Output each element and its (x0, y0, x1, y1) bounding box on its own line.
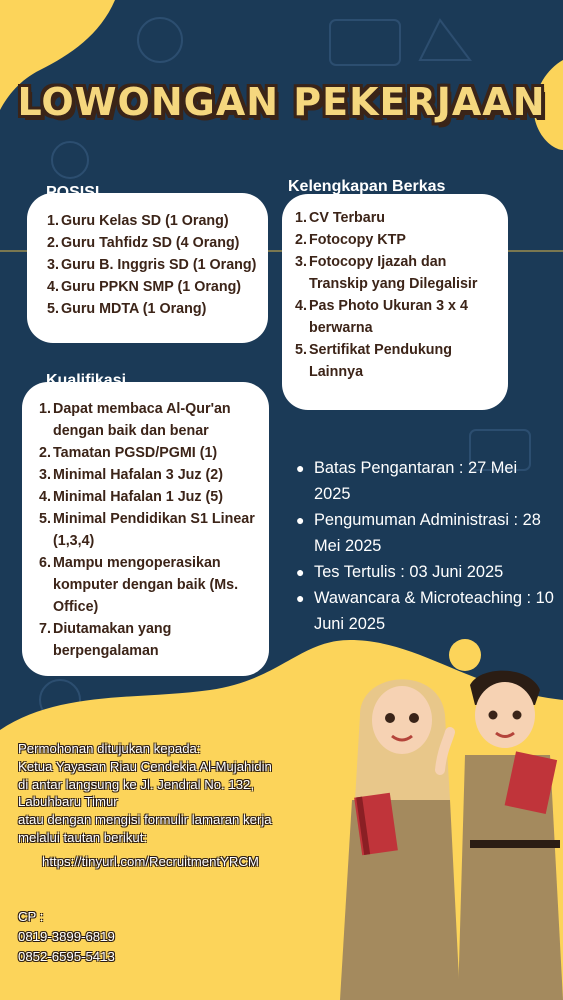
posisi-list (47, 210, 272, 320)
list-item: 2. Tamatan PGSD/PGMI (1) (39, 445, 218, 461)
timeline-item: ● Pengumuman Administrasi : 28 Mei 2025 (296, 507, 558, 559)
list-item: 5. Guru MDTA (1 Orang) (47, 301, 207, 317)
berkas-label: Kelengkapan Berkas (288, 178, 446, 195)
bullet-icon: ● (296, 460, 305, 476)
timeline-list (296, 455, 558, 637)
list-item: 1. Guru Kelas SD (1 Orang) (47, 213, 229, 229)
list-item: 3. Fotocopy Ijazah dan Transkip yang Dilegalisir (295, 254, 478, 292)
kualifikasi-list (39, 398, 269, 662)
list-item: 4. Guru PPKN SMP (1 Orang) (47, 279, 242, 295)
list-item: 4. Minimal Hafalan 1 Juz (5) (39, 489, 224, 505)
info-line: Labuhbaru Timur (18, 794, 118, 810)
info-line: melalui tautan berikut: (18, 829, 148, 845)
kualifikasi-label: Kualifikasi (46, 372, 127, 389)
bullet-icon: ● (296, 512, 305, 528)
list-item: 5. Minimal Pendidikan S1 Linear (1,3,4) (39, 511, 255, 549)
bullet-icon: ● (296, 590, 305, 606)
poster-title: LOWONGAN PEKERJAAN (17, 80, 546, 124)
list-item: 5. Sertifikat Pendukung Lainnya (295, 342, 452, 380)
posisi-label: POSISI (46, 184, 100, 201)
phone-number: 0852-6595-5413 (18, 948, 115, 964)
berkas-list (295, 207, 500, 383)
list-item: 3. Guru B. Inggris SD (1 Orang) (47, 257, 257, 273)
timeline-item: ● Batas Pengantaran : 27 Mei 2025 (296, 455, 558, 507)
timeline-item: ● Wawancara & Microteaching : 10 Juni 2025 (296, 585, 558, 637)
teachers-illustration-icon (330, 660, 563, 1000)
list-item: 1. Dapat membaca Al-Qur'an dengan baik dan benar (39, 401, 231, 439)
application-info (18, 740, 318, 871)
contact-info (18, 908, 218, 965)
bullet-icon: ● (296, 564, 305, 580)
timeline-item: ● Tes Tertulis : 03 Juni 2025 (296, 559, 558, 585)
info-line: di antar langsung ke Jl. Jendral No. 132, (18, 776, 255, 792)
cp-label: CP : (18, 909, 44, 924)
list-item: 1. CV Terbaru (295, 210, 386, 226)
info-line: Ketua Yayasan Riau Cendekia Al-Mujahidin (18, 758, 272, 774)
info-line: Permohonan ditujukan kepada: (18, 741, 201, 756)
list-item: 4. Pas Photo Ukuran 3 x 4 berwarna (295, 298, 468, 336)
phone-number: 0819-3899-6819 (18, 928, 115, 944)
recruitment-link[interactable]: https://tinyurl.com/RecruitmentYRCM (42, 853, 259, 869)
list-item: 3. Minimal Hafalan 3 Juz (2) (39, 467, 224, 483)
list-item: 2. Fotocopy KTP (295, 232, 406, 248)
list-item: 6. Mampu mengoperasikan komputer dengan baik (Ms. Office) (39, 555, 239, 615)
list-item: 2. Guru Tahfidz SD (4 Orang) (47, 235, 240, 251)
list-item: 7. Diutamakan yang berpengalaman (39, 621, 172, 659)
info-line: atau dengan mengisi formulir lamaran kerja (18, 812, 272, 828)
